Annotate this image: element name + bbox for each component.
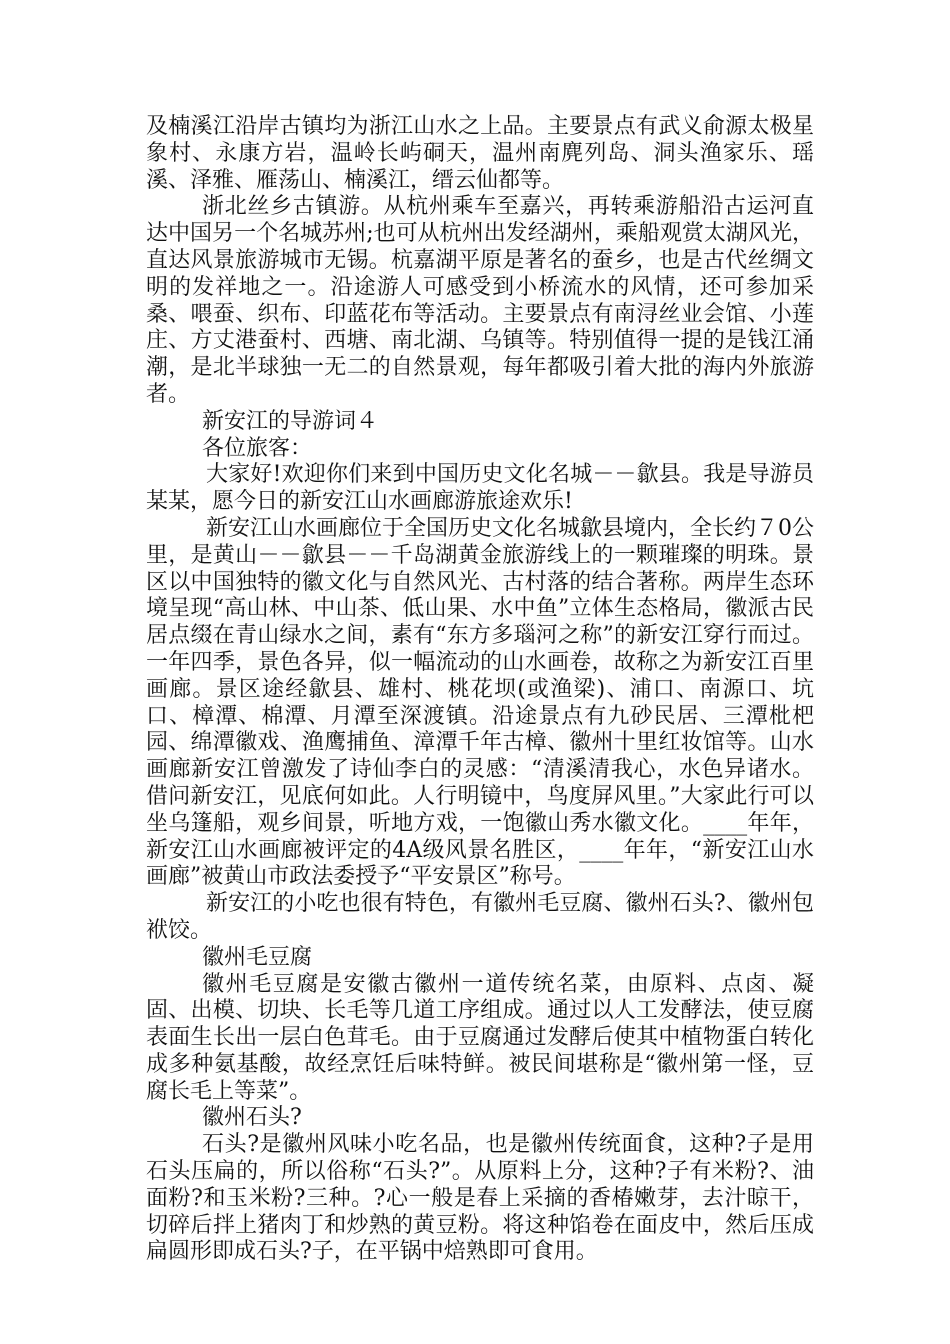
subheading-mao-tofu: 徽州毛豆腐: [202, 944, 313, 970]
paragraph-stone-cake: 石头?是徽州风味小吃名品，也是徽州传统面食，这种?子是用石头压扁的，所以俗称“石头?”。从原料上分，这种?子有米粉?、油面粉?和玉米粉?三种。?心一般是春上采摘的香椿嫩芽，去汁晾干，切碎后拌上猪肉丁和炒熟的黄豆粉。将这种馅卷在面皮中，然后压成扁圆形即成石头?子，在平锅中焙熟即可食用。: [146, 1132, 814, 1265]
paragraph-gallery-intro: 新安江山水画廊位于全国历史文化名城歙县境内，全长约７0公里，是黄山－－歙县－－千岛湖黄金旅游线上的一颗璀璨的明珠。景区以中国独特的徽文化与自然风光、古村落的结合著称。两岸生态环境呈现“高山林、中山茶、低山果、水中鱼”立体生态格局，徽派古民居点缀在青山绿水之间，素有“东方多瑙河之称”的新安江穿行而过。一年四季，景色各异，似一幅流动的山水画卷，故称之为新安江百里画廊。景区途经歙县、雄村、桃花坝(或渔梁)、浦口、南源口、坑口、樟潭、棉潭、月潭至深渡镇。沿途景点有九砂民居、三潭枇杷园、绵潭徽戏、渔鹰捕鱼、漳潭千年古樟、徽州十里红妆馆等。山水画廊新安江曾激发了诗仙李白的灵感：“清溪清我心，水色异诸水。借问新安江，见底何如此。人行明镜中，鸟度屏风里。”大家此行可以坐乌篷船，观乡间景，听地方戏，一饱徽山秀水徽文化。____年年，新安江山水画廊被评定的4A级风景名胜区，____年年，“新安江山水画廊”被黄山市政法委授予“平安景区”称号。: [146, 515, 814, 890]
paragraph-welcome: 大家好!欢迎你们来到中国历史文化名城－－歙县。我是导游员某某，愿今日的新安江山水画廊游旅途欢乐!: [146, 462, 814, 515]
paragraph-zhebei-silk-tour: 浙北丝乡古镇游。从杭州乘车至嘉兴，再转乘游船沿古运河直达中国另一个名城苏州;也可从杭州出发经湖州，乘船观赏太湖风光，直达风景旅游城市无锡。杭嘉湖平原是著名的蚕乡，也是古代丝绸文明的发祥地之一。沿途游人可感受到小桥流水的风情，还可参加采桑、喂蚕、织布、印蓝花布等活动。主要景点有南浔丝业会馆、小莲庄、方丈港蚕村、西塘、南北湖、乌镇等。特别值得一提的是钱江涌潮，是北半球独一无二的自然景观，每年都吸引着大批的海内外旅游者。: [146, 194, 814, 407]
greeting-travelers: 各位旅客：: [202, 435, 313, 461]
paragraph-zhejiang-towns-end: 及楠溪江沿岸古镇均为浙江山水之上品。主要景点有武义俞源太极星象村、永康方岩，温岭长屿硐天，温州南麂列岛、洞头渔家乐、瑶溪、泽雅、雁荡山、楠溪江，缙云仙都等。: [146, 114, 814, 193]
paragraph-snacks: 新安江的小吃也很有特色，有徽州毛豆腐、徽州石头?、徽州包袱饺。: [146, 891, 814, 943]
paragraph-mao-tofu: 徽州毛豆腐是安徽古徽州一道传统名菜，由原料、点卤、凝固、出模、切块、长毛等几道工序组成。通过以人工发酵法，使豆腐表面生长出一层白色茸毛。由于豆腐通过发酵后使其中植物蛋白转化成多种氨基酸，故经烹饪后味特鲜。被民间堪称是“徽州第一怪，豆腐长毛上等菜”。: [146, 971, 814, 1104]
section-title-xinanjiang-4: 新安江的导游词４: [202, 408, 379, 434]
document-page: [146, 114, 814, 1266]
subheading-stone-cake: 徽州石头?: [202, 1105, 302, 1131]
